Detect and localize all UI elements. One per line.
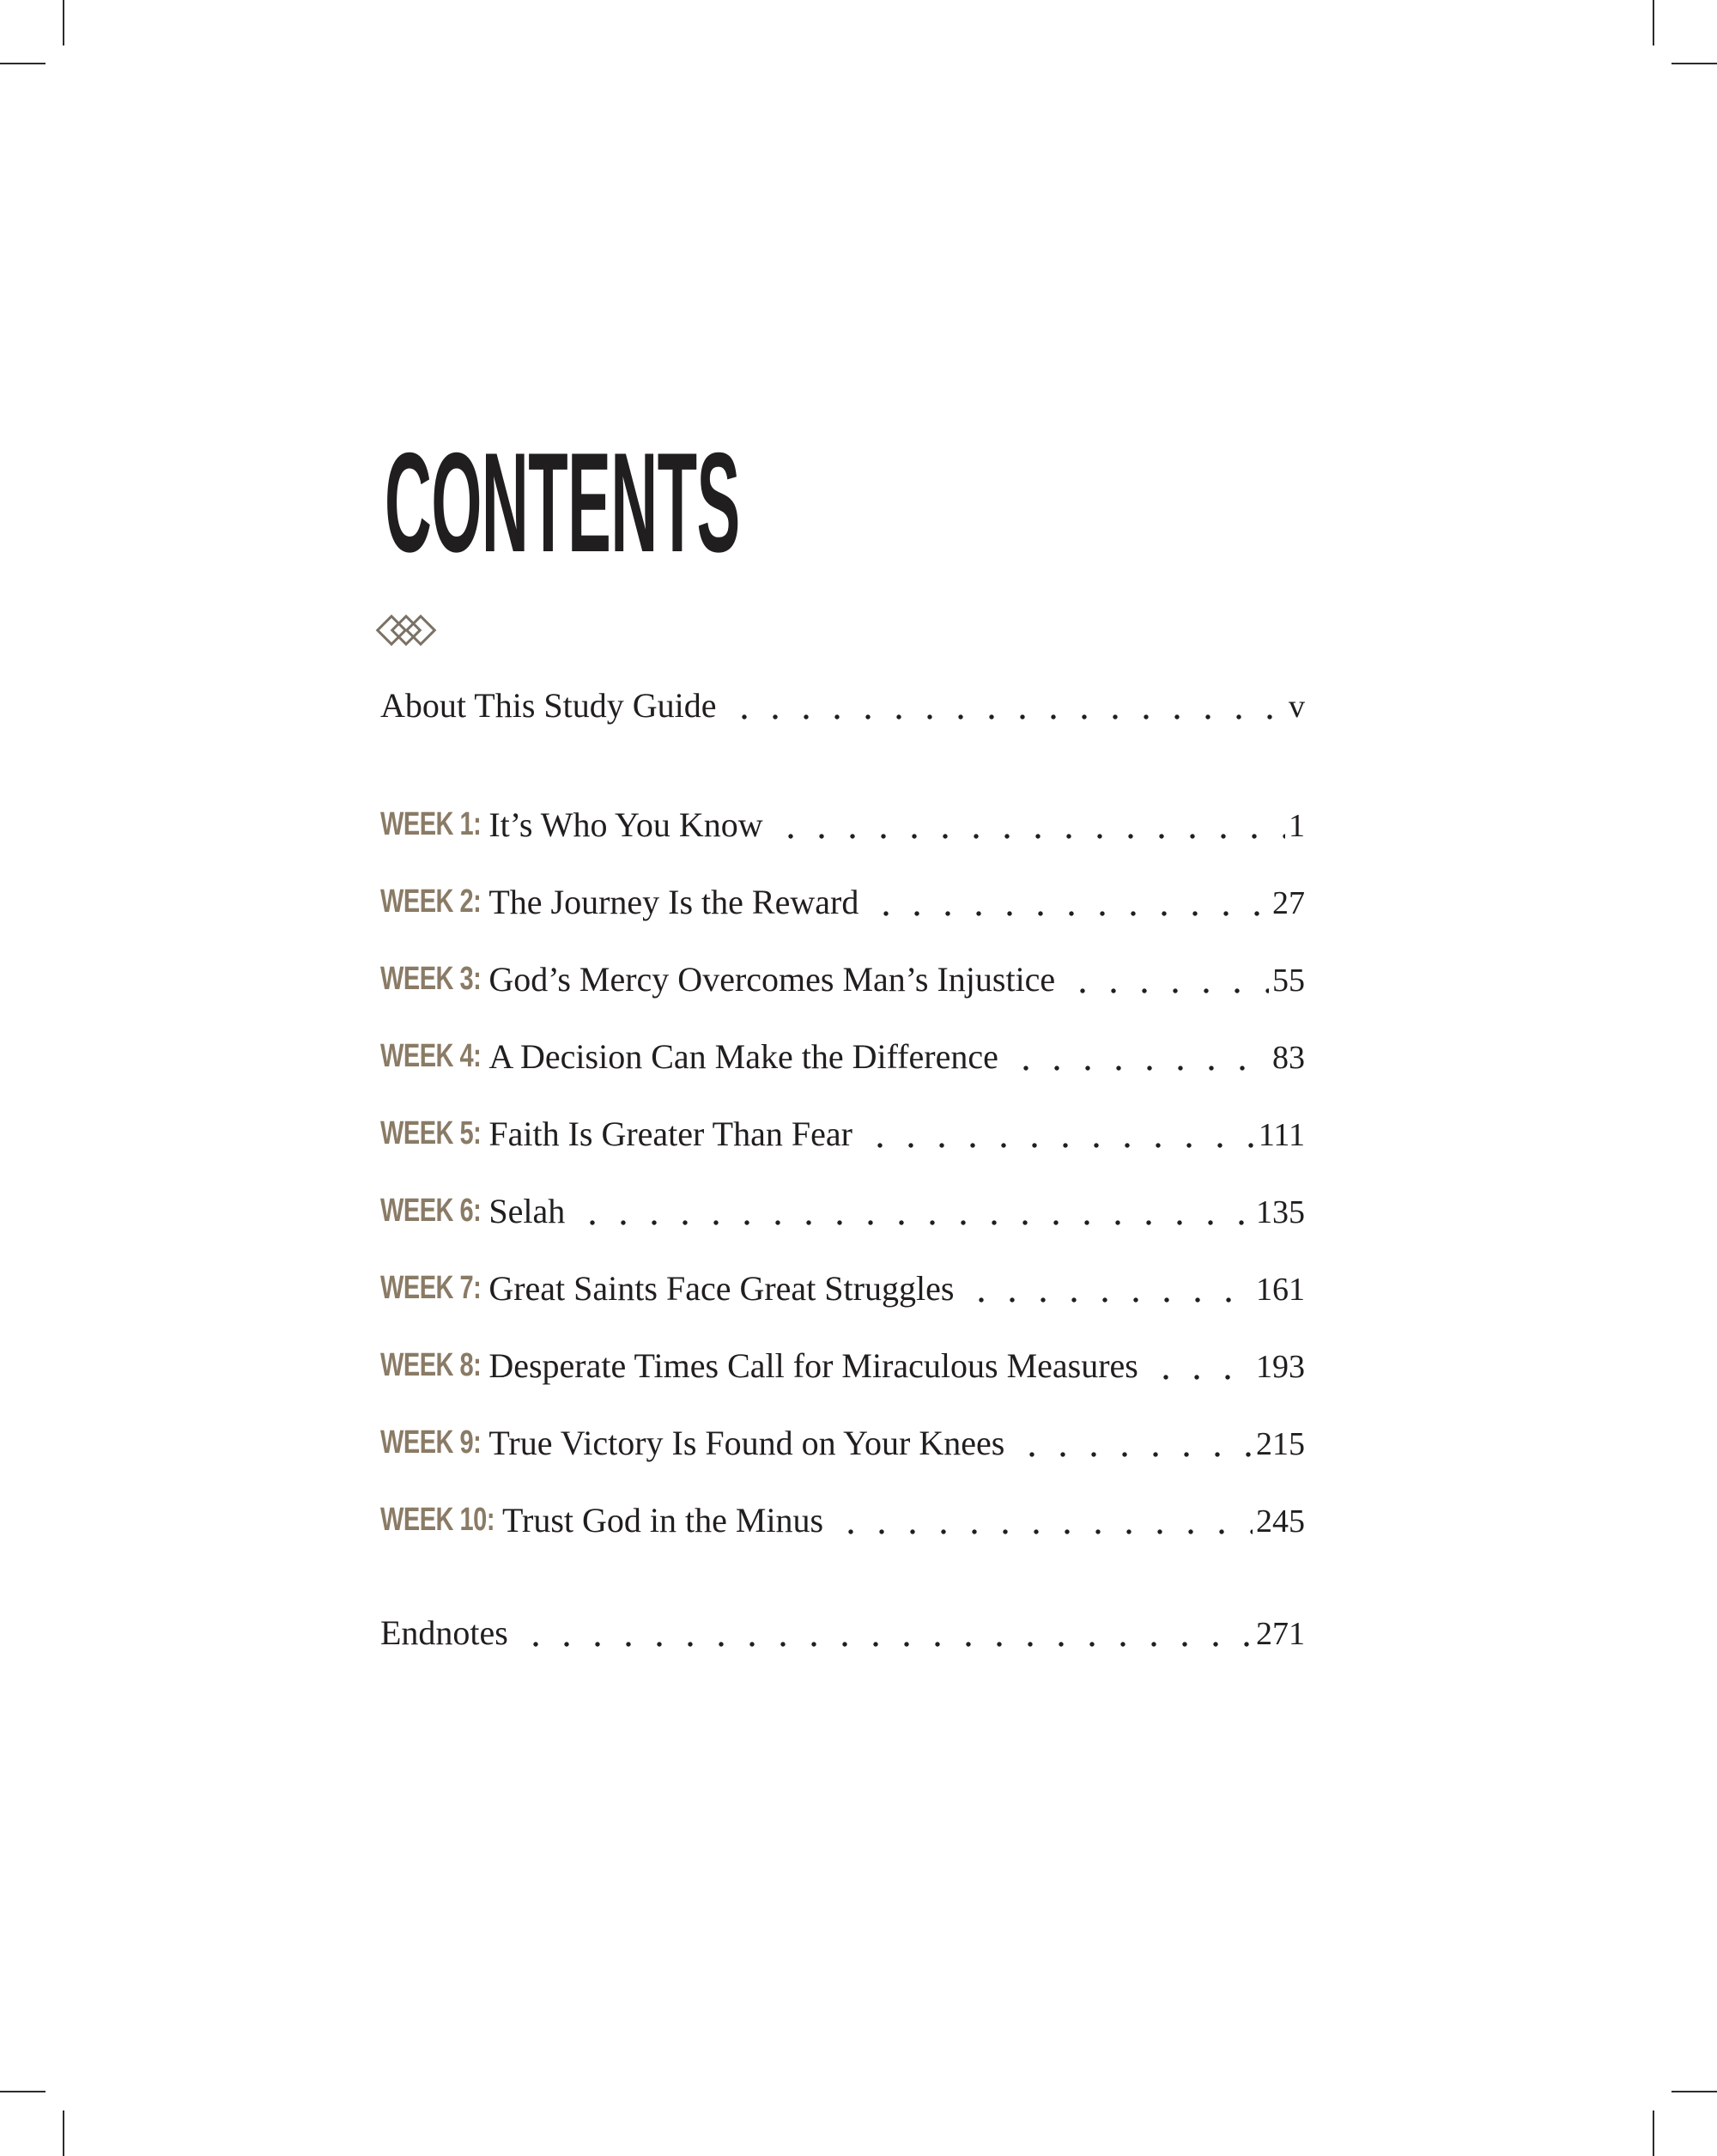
toc-entry-page: v <box>1289 689 1305 725</box>
toc-entry-week <box>380 1346 1305 1386</box>
leader-dots <box>1004 1424 1253 1463</box>
toc-entry-week-label: WEEK 7: <box>380 1270 482 1307</box>
toc-entry-endnotes <box>380 1613 1305 1653</box>
leader-dots <box>717 686 1285 726</box>
crop-mark-top-right-horizontal <box>1671 63 1717 64</box>
toc-entry-week <box>380 805 1305 845</box>
toc-entry-page: 1 <box>1289 808 1305 844</box>
crop-mark-bottom-left-horizontal <box>0 2091 46 2092</box>
toc-entry-week <box>380 1424 1305 1463</box>
toc-entry-week <box>380 1037 1305 1077</box>
toc-entry-title: Faith Is Greater Than Fear <box>488 1114 852 1153</box>
toc-entry-about <box>380 686 1305 726</box>
crop-mark-bottom-right-horizontal <box>1671 2091 1717 2092</box>
toc-entry-week-label: WEEK 8: <box>380 1347 482 1384</box>
leader-dots <box>763 805 1285 845</box>
toc-entry-week-label: WEEK 4: <box>380 1038 482 1075</box>
toc-entry-page: 55 <box>1272 963 1305 999</box>
crop-mark-top-left-vertical <box>63 0 64 46</box>
table-of-contents <box>380 686 1305 1653</box>
leader-dots <box>998 1037 1269 1077</box>
toc-entry-week-label: WEEK 6: <box>380 1193 482 1230</box>
toc-entry-week-label: WEEK 1: <box>380 806 482 843</box>
toc-entry-week-label: WEEK 5: <box>380 1115 482 1152</box>
toc-entry-week-label: WEEK 3: <box>380 961 482 998</box>
toc-entry-title: Trust God in the Minus <box>501 1501 824 1540</box>
toc-entry-page: 111 <box>1258 1117 1305 1153</box>
crop-mark-bottom-right-vertical <box>1653 2110 1654 2156</box>
toc-entry-week-label: WEEK 10: <box>380 1502 494 1539</box>
toc-entry-week <box>380 1114 1305 1154</box>
leader-dots <box>1055 960 1269 999</box>
toc-week-list <box>380 805 1305 1540</box>
toc-entry-week-label: WEEK 9: <box>380 1424 482 1461</box>
toc-entry-page: 27 <box>1272 885 1305 921</box>
toc-entry-title: The Journey Is the Reward <box>488 883 859 921</box>
crop-mark-bottom-left-vertical <box>63 2110 64 2156</box>
toc-entry-title: Selah <box>488 1192 566 1230</box>
toc-entry-page: 245 <box>1256 1503 1305 1540</box>
leader-dots <box>858 883 1269 922</box>
toc-entry-page: 83 <box>1272 1040 1305 1076</box>
leader-dots <box>852 1114 1255 1154</box>
leader-dots <box>1138 1346 1253 1386</box>
three-diamonds-ornament-icon <box>380 613 432 647</box>
toc-entry-title: Endnotes <box>380 1613 508 1652</box>
toc-entry-title: It’s Who You Know <box>488 805 763 844</box>
toc-entry-page: 271 <box>1256 1616 1305 1652</box>
leader-dots <box>508 1613 1253 1653</box>
toc-entry-title: God’s Mercy Overcomes Man’s Injustice <box>488 960 1056 999</box>
toc-entry-title: About This Study Guide <box>380 686 717 725</box>
toc-entry-week <box>380 1192 1305 1231</box>
page-title: CONTENTS <box>385 423 740 581</box>
crop-mark-top-left-horizontal <box>0 63 46 64</box>
toc-entry-page: 215 <box>1256 1426 1305 1462</box>
toc-entry-week <box>380 883 1305 922</box>
leader-dots <box>954 1269 1253 1309</box>
toc-entry-page: 135 <box>1256 1194 1305 1230</box>
toc-entry-week <box>380 1269 1305 1309</box>
toc-entry-page: 161 <box>1256 1272 1305 1308</box>
toc-entry-title: A Decision Can Make the Difference <box>488 1037 998 1076</box>
crop-mark-top-right-vertical <box>1653 0 1654 46</box>
leader-dots <box>823 1501 1253 1540</box>
toc-entry-week-label: WEEK 2: <box>380 884 482 920</box>
toc-entry-title: Desperate Times Call for Miraculous Measures <box>488 1346 1138 1385</box>
toc-entry-title: True Victory Is Found on Your Knees <box>488 1424 1005 1462</box>
toc-entry-page: 193 <box>1256 1349 1305 1385</box>
toc-entry-week <box>380 1501 1305 1540</box>
toc-entry-title: Great Saints Face Great Struggles <box>488 1269 955 1308</box>
toc-entry-week <box>380 960 1305 999</box>
leader-dots <box>565 1192 1253 1231</box>
